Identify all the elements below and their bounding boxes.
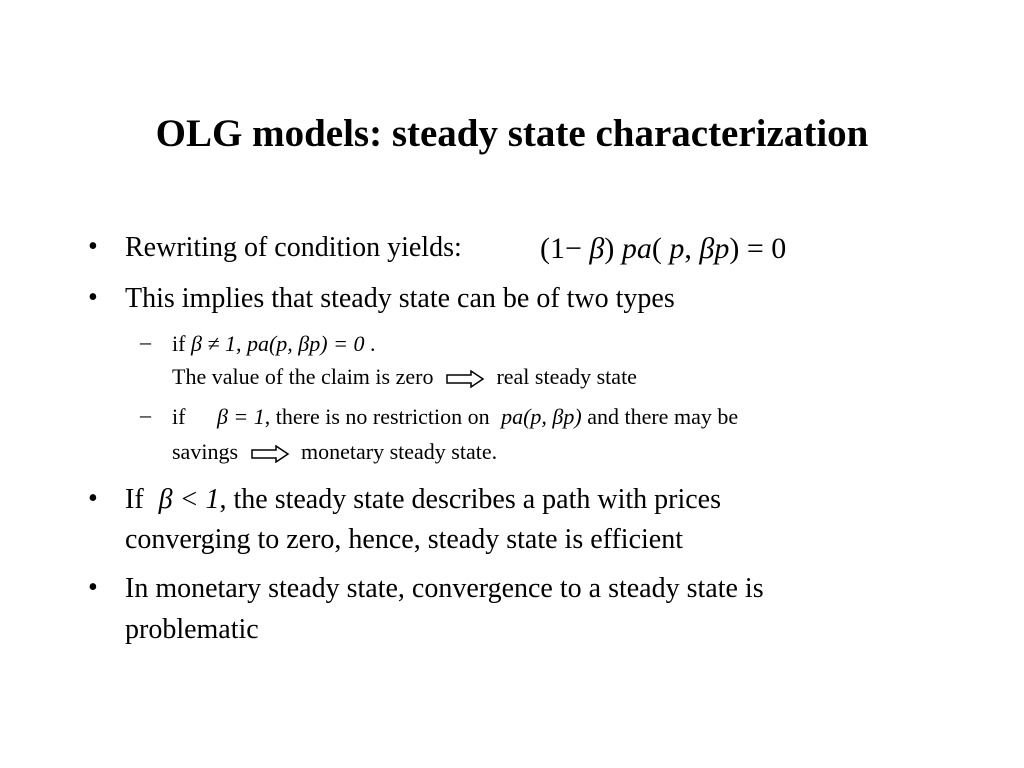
eq-zero: 0 — [771, 232, 787, 265]
bullet-marker: • — [88, 483, 98, 514]
dash-marker: – — [140, 402, 151, 427]
eq-close: ) — [604, 232, 615, 265]
eq-minus: − — [565, 232, 582, 265]
bullet-4-line-1: In monetary steady state, convergence to a steady state is — [125, 573, 764, 604]
sub-2-text-c: savings — [172, 439, 238, 464]
eq-p2: p — [714, 232, 730, 265]
bullet-3-cond: β < 1 — [158, 484, 220, 515]
sub-1-cond: β ≠ 1, — [190, 331, 242, 356]
bullet-3-if: If — [125, 484, 144, 515]
implies-arrow-icon — [445, 370, 485, 388]
sub-2-text-d: monetary steady state. — [301, 439, 498, 464]
sub-1-line-1 — [172, 327, 375, 361]
bullet-4-line-2: problematic — [125, 614, 259, 645]
sub-2-line-2 — [172, 435, 497, 469]
sub-2-cond: β = 1 — [216, 404, 265, 429]
bullet-3-text: , the steady state describes a path with prices — [219, 484, 721, 515]
equation-1 — [540, 232, 786, 266]
sub-1-if: if — [172, 331, 186, 356]
bullet-3-line-2: converging to zero, hence, steady state is efficient — [125, 524, 683, 555]
sub-1-end: . — [369, 331, 376, 356]
eq-comma: , — [684, 232, 692, 265]
eq-p: p — [669, 232, 685, 265]
bullet-marker: • — [88, 572, 98, 603]
slide-title: OLG models: steady state characterization — [155, 112, 869, 155]
sub-2-text-b: and there may be — [587, 404, 739, 429]
eq-args-close: ) — [729, 232, 740, 265]
bullet-1-text: Rewriting of condition yields: — [125, 232, 462, 263]
eq-beta2: β — [699, 232, 715, 265]
eq-equals: = — [746, 232, 764, 265]
sub-2-expr: pa(p, βp) — [501, 404, 582, 429]
dash-marker: – — [140, 329, 151, 354]
bullet-3-line-1 — [125, 480, 721, 520]
eq-args-open: ( — [651, 232, 662, 265]
sub-1-text-b: real steady state — [496, 364, 637, 389]
eq-pa: pa — [621, 232, 652, 265]
sub-1-expr: pa(p, βp) = 0 — [246, 331, 365, 356]
sub-1-text-a: The value of the claim is zero — [172, 364, 434, 389]
sub-2-text-a: , there is no restriction on — [264, 404, 490, 429]
bullet-2-text: This implies that steady state can be of two types — [125, 283, 675, 314]
implies-arrow-icon — [250, 445, 290, 463]
sub-2-if: if — [172, 404, 186, 429]
bullet-marker: • — [88, 282, 98, 313]
eq-open: (1 — [540, 232, 565, 265]
eq-beta: β — [589, 232, 605, 265]
sub-1-line-2 — [172, 360, 637, 394]
bullet-marker: • — [88, 231, 98, 262]
sub-2-line-1 — [172, 400, 738, 434]
